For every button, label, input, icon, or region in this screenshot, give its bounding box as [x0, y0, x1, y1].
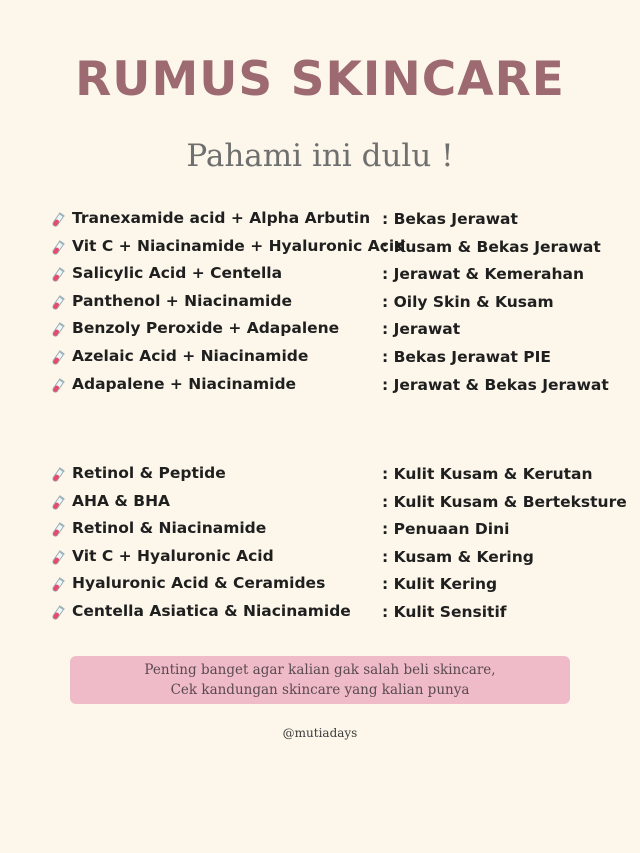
- test-tube-icon: [50, 295, 66, 311]
- test-tube-icon: [50, 605, 66, 621]
- list-item: [50, 545, 610, 573]
- ingredient-name: Centella Asiatica & Niacinamide: [72, 601, 351, 620]
- note-line-1: Penting banget agar kalian gak salah beli skincare,: [144, 662, 496, 678]
- page-title: RUMUS SKINCARE: [75, 52, 565, 107]
- test-tube-icon: [50, 350, 66, 366]
- ingredient-use: : Kulit Kusam & Berteksture: [382, 492, 627, 511]
- list-item: [50, 600, 610, 628]
- ingredient-name: Retinol & Niacinamide: [72, 519, 267, 538]
- ingredient-use: : Kulit Kusam & Kerutan: [382, 465, 593, 483]
- ingredient-use: : Kulit Sensitif: [382, 602, 507, 621]
- ingredient-name: Tranexamide acid + Alpha Arbutin: [72, 209, 371, 227]
- ingredient-name: Adapalene + Niacinamide: [72, 374, 297, 393]
- author-handle: @mutiadays: [282, 726, 358, 740]
- ingredient-use: : Bekas Jerawat: [382, 210, 518, 228]
- test-tube-icon: [50, 495, 66, 511]
- list-item: [50, 572, 610, 600]
- combination-list-1: [50, 207, 610, 400]
- note-box: [70, 656, 570, 704]
- ingredient-name: Panthenol + Niacinamide: [72, 291, 292, 310]
- note-line-2: Cek kandungan skincare yang kalian punya: [170, 682, 470, 698]
- list-item: [50, 235, 610, 263]
- test-tube-icon: [50, 522, 66, 538]
- test-tube-icon: [50, 577, 66, 593]
- page-subtitle: Pahami ini dulu !: [186, 138, 454, 174]
- ingredient-name: Azelaic Acid + Niacinamide: [72, 346, 309, 365]
- ingredient-name: Salicylic Acid + Centella: [72, 264, 283, 283]
- list-item: [50, 517, 610, 545]
- list-item: [50, 462, 610, 490]
- ingredient-use: : Bekas Jerawat PIE: [382, 347, 551, 366]
- ingredient-name: Benzoly Peroxide + Adapalene: [72, 319, 340, 338]
- ingredient-use: : Kulit Kering: [382, 575, 498, 594]
- ingredient-name: Retinol & Peptide: [72, 464, 226, 482]
- list-item: [50, 207, 610, 235]
- list-item: [50, 317, 610, 345]
- combination-list-2: [50, 462, 627, 628]
- ingredient-use: : Jerawat & Kemerahan: [382, 265, 585, 284]
- test-tube-icon: [50, 240, 66, 256]
- ingredient-name: AHA & BHA: [72, 491, 171, 510]
- test-tube-icon: [50, 550, 66, 566]
- test-tube-icon: [50, 212, 66, 228]
- test-tube-icon: [50, 267, 66, 283]
- ingredient-name: Vit C + Hyaluronic Acid: [72, 546, 274, 565]
- list-item: [50, 345, 610, 373]
- ingredient-name: Hyaluronic Acid & Ceramides: [72, 574, 326, 593]
- ingredient-use: : Kusam & Bekas Jerawat: [382, 237, 601, 256]
- list-item: [50, 290, 610, 318]
- test-tube-icon: [50, 322, 66, 338]
- ingredient-name: Vit C + Niacinamide + Hyaluronic Acid: [72, 236, 406, 255]
- list-item: [50, 262, 610, 290]
- test-tube-icon: [50, 378, 66, 394]
- list-item: [50, 373, 610, 401]
- ingredient-use: : Jerawat: [382, 320, 461, 339]
- list-item: [50, 490, 627, 518]
- ingredient-use: : Penuaan Dini: [382, 520, 510, 539]
- ingredient-use: : Oily Skin & Kusam: [382, 292, 554, 311]
- ingredient-use: : Kusam & Kering: [382, 547, 534, 566]
- ingredient-use: : Jerawat & Bekas Jerawat: [382, 375, 609, 394]
- test-tube-icon: [50, 467, 66, 483]
